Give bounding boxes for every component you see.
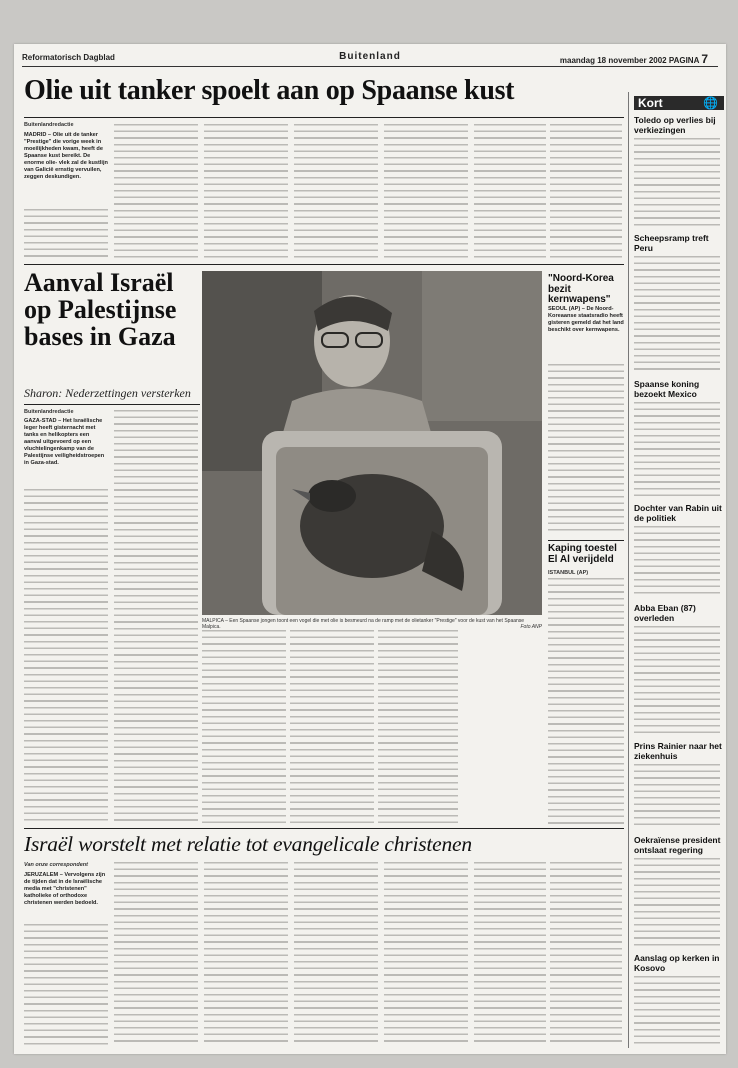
body-korea (548, 364, 624, 534)
kort-item-title: Toledo op verlies bij verkiezingen (634, 115, 716, 135)
section-name: Buitenland (339, 51, 401, 62)
kort-item-body (634, 402, 720, 498)
kort-item-body (634, 626, 720, 736)
date-text: maandag 18 november 2002 (559, 56, 667, 65)
lead-oil: MADRID – Olie uit de tanker "Prestige" die vorige week in moeilijkheden kwam, heeft de Spaanse kust bereikt. De enorme olie- vlek zal de kustlijn van Galicië ernstig vervuilen, zeggen deskundigen. (24, 132, 108, 180)
newspaper-page (14, 44, 726, 1054)
body-oil-5 (384, 124, 468, 259)
body-israel-7 (550, 862, 622, 1046)
kort-item-body (634, 976, 720, 1046)
body-israel-6 (474, 862, 546, 1046)
headline-kaping: Kaping toestel El Al verijdeld (548, 543, 617, 565)
caption-text: MALPICA – Een Spaanse jongen toont een vogel die met olie is besmeurd na de ramp met de olietanker "Prestige" voor de kust van het Spaanse Malpica. (202, 618, 525, 630)
page-number: 7 (701, 52, 708, 66)
lead-gaza: GAZA-STAD – Het Israëlische leger heeft gisternacht met tanks en helikopters een aanval uitgevoerd op een vluchtelingenkamp van de Palestijnse veiligheidstroepen in Gaza-stad. (24, 418, 105, 466)
kort-item-body (634, 858, 720, 948)
body-oil-2 (114, 124, 198, 259)
kort-item-title: Aanslag op kerken in Kosovo (634, 953, 720, 973)
kort-title (634, 96, 724, 110)
kort-item-title: Dochter van Rabin uit de politiek (634, 503, 722, 523)
kicker-kaping: ISTANBUL (AP) (548, 570, 589, 576)
page-label: PAGINA (668, 56, 700, 65)
photo-illustration (202, 271, 542, 615)
body-israel-5 (384, 862, 468, 1046)
body-israel-4 (294, 862, 378, 1046)
headline-korea: "Noord-Korea bezit kernwapens" (548, 273, 614, 305)
kort-item-body (634, 526, 720, 598)
kort-item-title: Oekraïense president ontslaat regering (634, 835, 721, 855)
body-gaza-2 (114, 410, 198, 824)
page-header (22, 50, 718, 67)
headline-gaza: Aanval Israël op Palestijnse bases in Gaza (24, 268, 177, 351)
kort-item-title: Abba Eban (87) overleden (634, 603, 696, 623)
kicker-gaza: Buitenlandredactie (24, 409, 74, 415)
kort-item-title: Prins Rainier naar het ziekenhuis (634, 741, 722, 761)
news-photo-boy-with-oiled-bird (202, 271, 542, 615)
photo-credit: Foto ANP (520, 624, 542, 630)
body-oil-3 (204, 124, 288, 259)
body-oil-4 (294, 124, 378, 259)
body-oil-7 (550, 124, 622, 259)
body-israel-2 (114, 862, 198, 1046)
kort-item-body (634, 138, 720, 228)
headline-israel: Israël worstelt met relatie tot evangelicale christenen (24, 832, 472, 856)
body-gaza-5 (378, 630, 458, 824)
globe-icon: 🌐 (703, 96, 718, 110)
body-oil-1 (24, 209, 108, 259)
lead-israel: JERUZALEM – Vervolgens zijn de tijden dat in de Israëlische media met "christenen" katholieke of orthodoxe christenen werden bedoeld. (24, 872, 106, 906)
body-gaza-3 (202, 630, 286, 824)
kort-item-body (634, 764, 720, 830)
subhead-gaza: Sharon: Nederzettingen versterken (24, 386, 191, 400)
body-oil-6 (474, 124, 546, 259)
body-israel-3 (204, 862, 288, 1046)
kort-item-title: Spaanse koning bezoekt Mexico (634, 379, 700, 399)
kort-item-body (634, 256, 720, 374)
lead-korea: SEOUL (AP) – De Noord-Koreaanse staatsradio heeft gisteren gemeld dat het land beschikt over kernwapens. (548, 306, 624, 333)
body-kaping (548, 578, 624, 824)
page-date (560, 52, 708, 66)
headline-oil: Olie uit tanker spoelt aan op Spaanse kust (24, 75, 515, 106)
body-gaza-4 (290, 630, 374, 824)
kicker-israel: Van onze correspondent (24, 862, 88, 868)
kort-title-text: Kort (638, 96, 663, 110)
paper-name: Reformatorisch Dagblad (22, 53, 115, 62)
body-gaza-1 (24, 489, 108, 824)
body-israel-1 (24, 924, 108, 1046)
photo-caption (202, 618, 542, 630)
kicker-oil: Buitenlandredactie (24, 122, 74, 128)
kort-item-title: Scheepsramp treft Peru (634, 233, 709, 253)
